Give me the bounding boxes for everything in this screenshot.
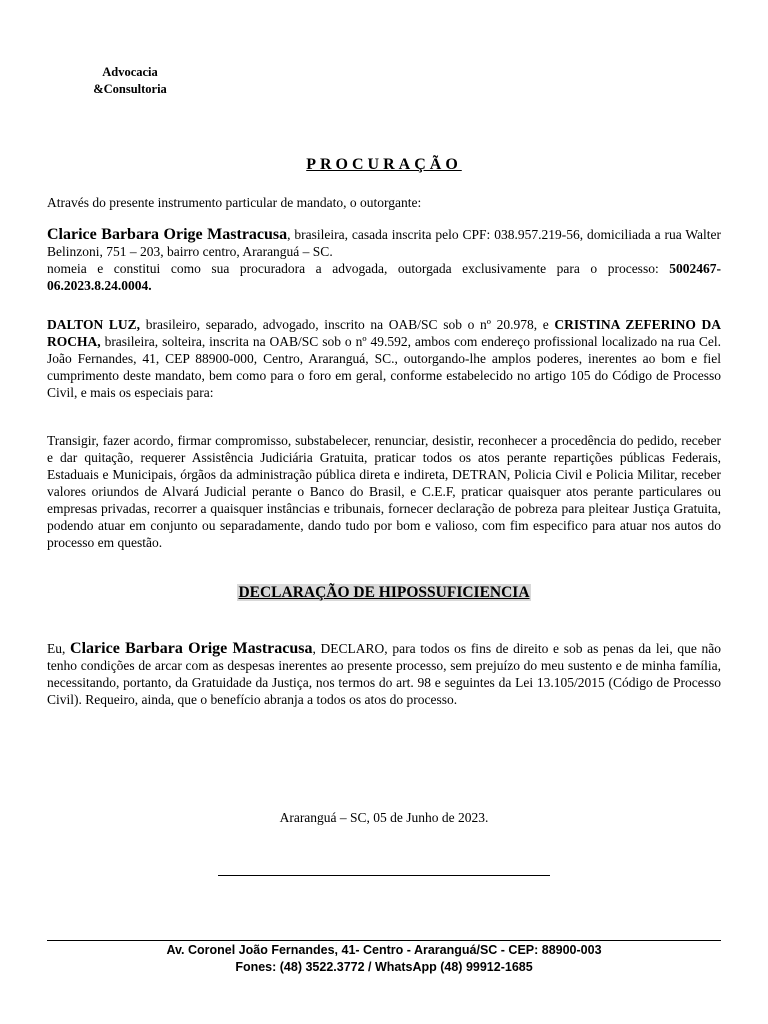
footer-phones: Fones: (48) 3522.3772 / WhatsApp (48) 99912-1685 — [235, 960, 533, 974]
footer-divider — [47, 940, 721, 941]
intro-paragraph: Através do presente instrumento particular de mandato, o outorgante: — [47, 195, 422, 210]
footer-address: Av. Coronel João Fernandes, 41- Centro - Araranguá/SC - CEP: 88900-003 — [166, 943, 602, 957]
signature-line — [218, 875, 550, 876]
attorney-name-2: CRISTINA ZEFERINO DA ROCHA, — [47, 317, 721, 349]
attorneys-paragraph: DALTON LUZ, brasileiro, separado, advogado, inscrito na OAB/SC sob o nº 20.978, e CRISTINA ZEFERINO DA ROCHA, brasileira, solteira, inscrita na OAB/SC sob o nº 49.592, ambos com endereço profissional localizado na rua Cel. João Fernandes, 41, CEP 88900-000, Centro, Araranguá, SC., outorgando-lhe amplos poderes, inerentes ao bom e fiel cumprimento deste mandato, bem como para o foro em geral, conforme estabelecido no artigo 105 do Código de Processo Civil, e mais os especiais para: — [47, 317, 721, 400]
grantor-name: Clarice Barbara Orige Mastracusa — [47, 226, 288, 243]
place-date: Araranguá – SC, 05 de Junho de 2023. — [279, 810, 489, 825]
declarant-name: Clarice Barbara Orige Mastracusa — [70, 640, 313, 657]
letterhead-line-2: &Consultoria — [93, 82, 167, 96]
declaration-paragraph: Eu, Clarice Barbara Orige Mastracusa, DECLARO, para todos os fins de direito e sob as penas da lei, que não tenho condições de arcar com as despesas inerentes ao presente processo, sem prejuízo do meu sustento e de minha família, necessitando, portanto, da Gratuidade da Justiça, nos termos do art. 98 e seguintes da Lei 13.105/2015 (Código de Processo Civil). Requeiro, ainda, que o benefício abranja a todos os atos do processo. — [47, 640, 721, 707]
declaration-title: DECLARAÇÃO DE HIPOSSUFICIENCIA — [238, 584, 530, 601]
grantor-details: , brasileira, casada inscrita pelo CPF: 038.957.219-56, domiciliada a rua Walter Belinzoni, 751 – 203, bairro centro, Araranguá – SC. — [47, 227, 721, 259]
grantor-appointment: nomeia e constitui como sua procuradora a advogada, outorgada exclusivamente para o processo: 5002467-06.2023.8.24.0004. — [47, 261, 721, 293]
attorney-name-1: DALTON LUZ, — [47, 317, 141, 332]
letterhead — [60, 64, 200, 98]
document-title: PROCURAÇÃO — [306, 156, 462, 173]
letterhead-line-1: Advocacia — [102, 65, 158, 79]
process-number: 5002467-06.2023.8.24.0004. — [47, 261, 721, 293]
powers-paragraph: Transigir, fazer acordo, firmar compromisso, substabelecer, renunciar, desistir, reconhecer a procedência do pedido, receber e dar quitação, requerer Assistência Judiciária Gratuita, praticar todos os atos perante repartições públicas Federais, Estaduais e Municipais, órgãos da administração pública direta e indireta, DETRAN, Policia Civil e Policia Militar, receber valores oriundos de Alvará Judicial perante o Banco do Brasil, e C.E.F, praticar quaisquer atos perante particulares ou empresas privadas, recorrer a quaisquer instâncias e tribunais, fornecer declaração de pobreza para pleitear Justiça Gratuita, podendo atuar em conjunto ou separadamente, dando tudo por bom e valioso, com fim especifico para atuar nos autos do processo em questão. — [47, 433, 721, 550]
grantor-paragraph — [47, 226, 721, 294]
